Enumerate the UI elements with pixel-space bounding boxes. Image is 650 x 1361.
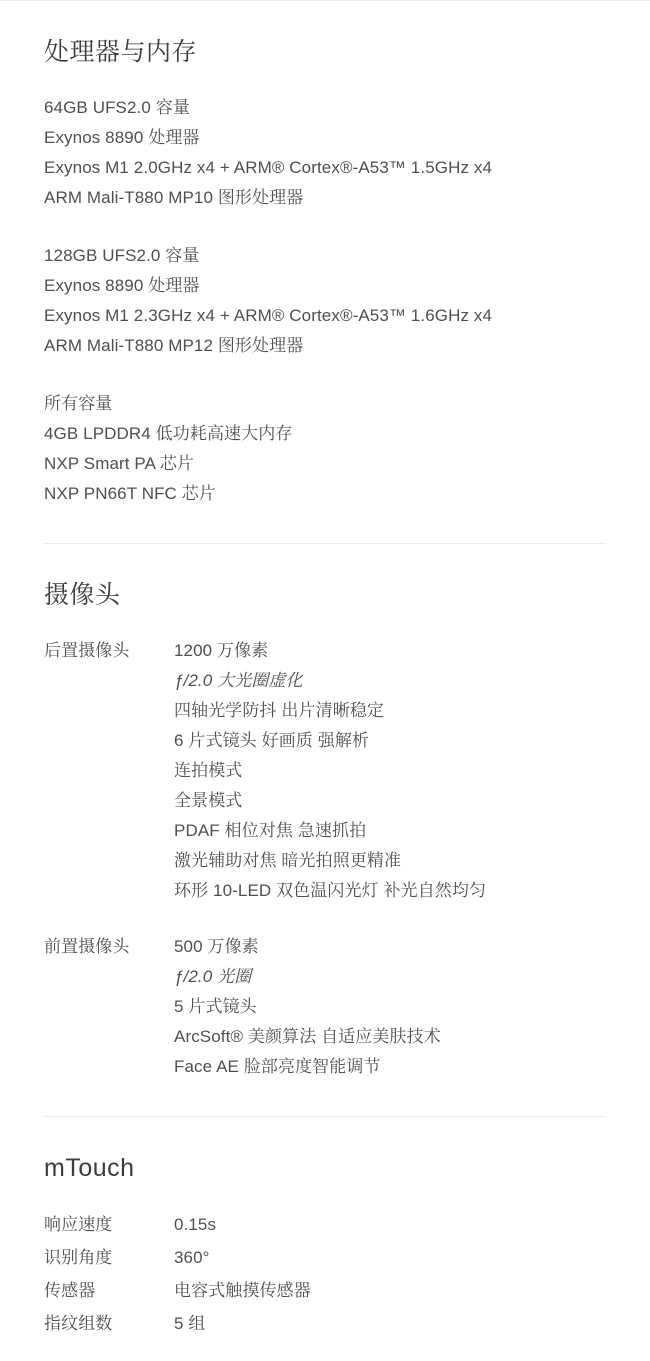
section-title-mtouch: mTouch bbox=[44, 1154, 135, 1182]
processor-group-3 bbox=[44, 389, 606, 509]
spec-row-recognition-angle bbox=[44, 1242, 606, 1273]
list-item: Face AE 脸部亮度智能调节 bbox=[174, 1057, 381, 1076]
list-item: PDAF 相位对焦 急速抓拍 bbox=[174, 821, 367, 840]
spec-label: 指纹组数 bbox=[44, 1314, 113, 1333]
list-item: ArcSoft® 美颜算法 自适应美肤技术 bbox=[174, 1027, 441, 1046]
spec-values bbox=[174, 1209, 606, 1240]
spec-values bbox=[174, 1308, 606, 1339]
list-item: Exynos 8890 处理器 bbox=[44, 276, 200, 295]
list-item: 环形 10-LED 双色温闪光灯 补光自然均匀 bbox=[174, 881, 487, 900]
list-item: 4GB LPDDR4 低功耗高速大内存 bbox=[44, 424, 293, 443]
list-item: 所有容量 bbox=[44, 394, 113, 413]
processor-group-1 bbox=[44, 93, 606, 213]
spec-values bbox=[174, 932, 606, 1082]
list-item: 全景模式 bbox=[174, 791, 243, 810]
section-mtouch bbox=[0, 1153, 650, 1339]
spec-row-sensor bbox=[44, 1275, 606, 1306]
list-item: 500 万像素 bbox=[174, 937, 259, 956]
list-item: 四轴光学防抖 出片清晰稳定 bbox=[174, 701, 385, 720]
list-item: 5 片式镜头 bbox=[174, 997, 257, 1016]
spec-values bbox=[174, 636, 606, 906]
spec-label: 传感器 bbox=[44, 1281, 96, 1300]
list-item: NXP Smart PA 芯片 bbox=[44, 454, 195, 473]
processor-group-2 bbox=[44, 241, 606, 361]
spec-row-rear-camera bbox=[44, 636, 606, 906]
section-divider bbox=[44, 543, 606, 544]
list-item: 激光辅助对焦 暗光拍照更精准 bbox=[174, 851, 402, 870]
section-processor-memory bbox=[0, 37, 650, 544]
top-divider bbox=[0, 0, 650, 1]
list-item: 1200 万像素 bbox=[174, 641, 269, 660]
list-item: 6 片式镜头 好画质 强解析 bbox=[174, 731, 370, 750]
list-item: 连拍模式 bbox=[174, 761, 243, 780]
spec-label: 识别角度 bbox=[44, 1248, 113, 1267]
list-item: 5 组 bbox=[174, 1314, 206, 1333]
section-divider bbox=[44, 1116, 606, 1117]
spec-label: 响应速度 bbox=[44, 1215, 113, 1234]
spec-values bbox=[174, 1242, 606, 1273]
list-item: ƒ/2.0 大光圈虚化 bbox=[174, 671, 303, 690]
list-item: 128GB UFS2.0 容量 bbox=[44, 246, 200, 265]
spec-row-fingerprint-count bbox=[44, 1308, 606, 1339]
list-item: NXP PN66T NFC 芯片 bbox=[44, 484, 216, 503]
spec-values bbox=[174, 1275, 606, 1306]
list-item: Exynos 8890 处理器 bbox=[44, 128, 200, 147]
section-camera bbox=[0, 580, 650, 1117]
group-spacer bbox=[44, 213, 606, 241]
section-title-processor-memory: 处理器与内存 bbox=[44, 38, 198, 66]
list-item: ARM Mali-T880 MP12 图形处理器 bbox=[44, 336, 304, 355]
spec-label: 前置摄像头 bbox=[44, 937, 130, 956]
list-item: Exynos M1 2.3GHz x4 + ARM® Cortex®-A53™ 1.6GHz x4 bbox=[44, 306, 493, 325]
list-item: 64GB UFS2.0 容量 bbox=[44, 98, 190, 117]
list-item: 电容式触摸传感器 bbox=[174, 1281, 311, 1300]
list-item: 0.15s bbox=[174, 1215, 217, 1234]
spec-row-response-speed bbox=[44, 1209, 606, 1240]
list-item: ƒ/2.0 光圈 bbox=[174, 967, 252, 986]
list-item: 360° bbox=[174, 1248, 210, 1267]
section-title-camera: 摄像头 bbox=[44, 581, 121, 609]
spec-label: 后置摄像头 bbox=[44, 641, 130, 660]
list-item: Exynos M1 2.0GHz x4 + ARM® Cortex®-A53™ 1.5GHz x4 bbox=[44, 158, 493, 177]
list-item: ARM Mali-T880 MP10 图形处理器 bbox=[44, 188, 304, 207]
spec-row-front-camera bbox=[44, 932, 606, 1082]
group-spacer bbox=[44, 361, 606, 389]
